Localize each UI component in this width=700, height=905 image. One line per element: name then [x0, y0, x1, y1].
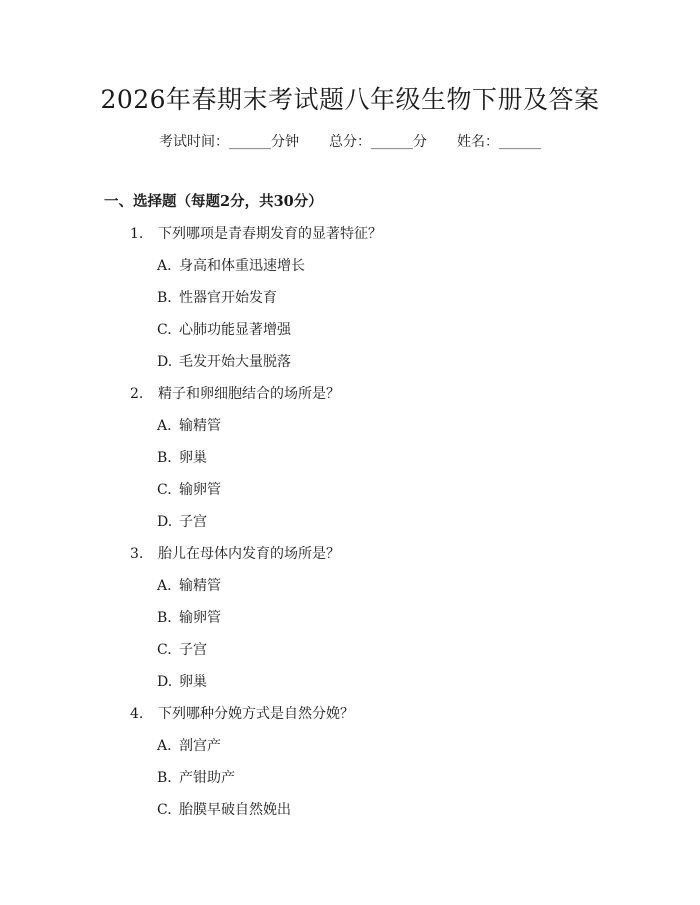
question-2 — [130, 383, 340, 403]
option-letter: C. — [157, 642, 172, 658]
exam-info-line — [0, 131, 700, 151]
question-number: 1. — [130, 226, 144, 242]
option-letter: A. — [157, 578, 172, 594]
question-text: 胎儿在母体内发育的场所是？ — [158, 546, 340, 562]
option-text: 身高和体重迅速增长 — [179, 258, 305, 274]
page-title: 2026年春期末考试题八年级生物下册及答案 — [100, 85, 600, 114]
option-text: 胎膜早破自然娩出 — [179, 802, 291, 818]
question-number: 2. — [130, 386, 144, 402]
option-letter: C. — [157, 802, 172, 818]
option-text: 输卵管 — [179, 610, 221, 626]
option-text: 输卵管 — [179, 482, 221, 498]
question-1 — [130, 223, 382, 243]
question-number: 3. — [130, 546, 144, 562]
option-text: 剖宫产 — [179, 738, 221, 754]
option-text: 子宫 — [179, 642, 207, 658]
name-label: 姓名： — [457, 134, 499, 150]
option-text: 子宫 — [179, 514, 207, 530]
option-text: 心肺功能显著增强 — [179, 322, 291, 338]
option-3c — [157, 639, 207, 659]
option-text: 卵巢 — [179, 450, 207, 466]
option-2d — [157, 511, 207, 531]
question-4 — [130, 703, 354, 723]
option-letter: A. — [157, 738, 172, 754]
option-1c — [157, 319, 291, 339]
option-letter: D. — [157, 674, 173, 690]
option-4b — [157, 767, 235, 787]
question-number: 4. — [130, 706, 144, 722]
option-letter: B. — [157, 450, 172, 466]
option-letter: A. — [157, 418, 172, 434]
option-1d — [157, 351, 291, 371]
option-4a — [157, 735, 221, 755]
option-4c — [157, 799, 291, 819]
option-3b — [157, 607, 221, 627]
option-letter: D. — [157, 354, 173, 370]
option-2b — [157, 447, 207, 467]
section-title: 一、选择题（每题2分，共30分） — [104, 193, 323, 210]
score-blank: ______ — [371, 134, 413, 150]
option-text: 性器官开始发育 — [179, 290, 277, 306]
option-2a — [157, 415, 221, 435]
option-text: 输精管 — [179, 578, 221, 594]
time-unit: 分钟 — [271, 134, 299, 150]
question-text: 下列哪种分娩方式是自然分娩？ — [158, 706, 354, 722]
question-text: 下列哪项是青春期发育的显著特征？ — [158, 226, 382, 242]
option-text: 卵巢 — [179, 674, 207, 690]
time-label: 考试时间： — [159, 134, 229, 150]
option-letter: C. — [157, 482, 172, 498]
time-blank: ______ — [229, 134, 271, 150]
option-1a — [157, 255, 305, 275]
option-text: 输精管 — [179, 418, 221, 434]
option-letter: B. — [157, 610, 172, 626]
option-letter: A. — [157, 258, 172, 274]
score-label: 总分： — [329, 134, 371, 150]
option-letter: B. — [157, 290, 172, 306]
name-blank: ______ — [499, 134, 541, 150]
option-letter: B. — [157, 770, 172, 786]
option-3a — [157, 575, 221, 595]
option-1b — [157, 287, 277, 307]
question-3 — [130, 543, 340, 563]
score-unit: 分 — [413, 134, 427, 150]
option-2c — [157, 479, 221, 499]
option-letter: D. — [157, 514, 173, 530]
option-text: 毛发开始大量脱落 — [179, 354, 291, 370]
option-3d — [157, 671, 207, 691]
option-text: 产钳助产 — [179, 770, 235, 786]
question-text: 精子和卵细胞结合的场所是？ — [158, 386, 340, 402]
option-letter: C. — [157, 322, 172, 338]
